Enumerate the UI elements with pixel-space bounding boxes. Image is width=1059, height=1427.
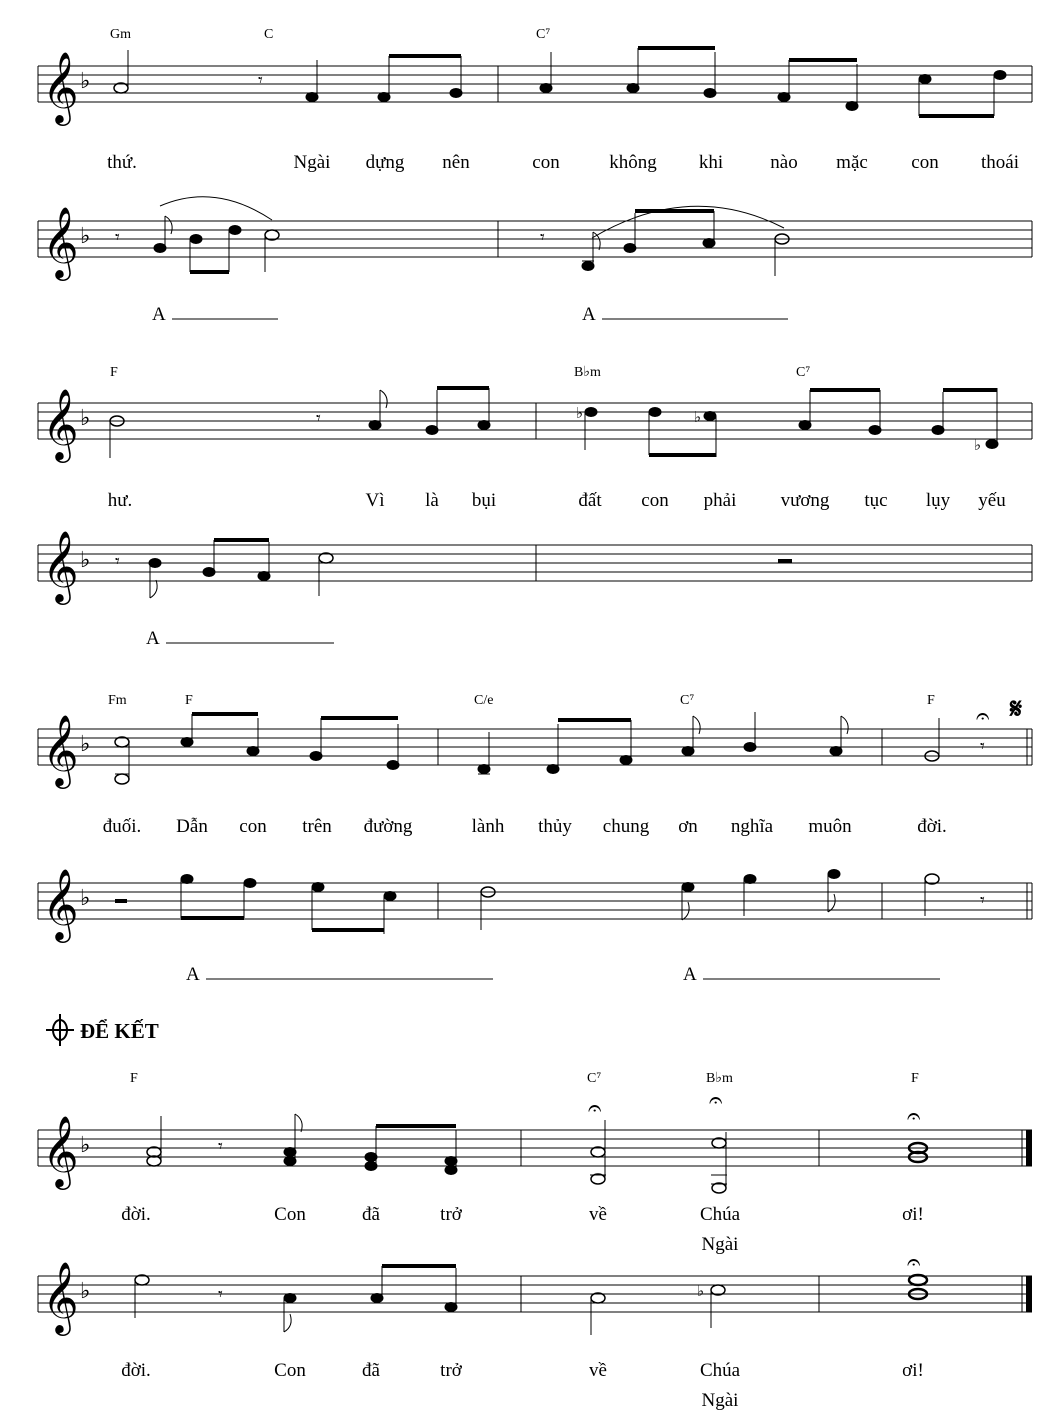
note-head bbox=[229, 226, 241, 235]
flat-accidental-icon: ♭ bbox=[697, 1284, 705, 1300]
note-head bbox=[540, 84, 552, 93]
flag bbox=[682, 902, 689, 920]
lyric-syllable: tục bbox=[864, 490, 888, 511]
upper-staff bbox=[38, 66, 1032, 102]
chord-symbol: C⁷ bbox=[536, 27, 551, 42]
system-2 bbox=[38, 365, 1032, 649]
lyric-syllable: Vì bbox=[365, 490, 385, 511]
note-head bbox=[306, 93, 318, 102]
lyric-syllable: Con bbox=[274, 1204, 306, 1225]
lyric-syllable: đã bbox=[362, 1204, 380, 1225]
lyric-syllable: chung bbox=[602, 816, 650, 837]
flag bbox=[828, 894, 835, 912]
chord-symbol: C/e bbox=[474, 693, 494, 708]
key-signature-flat-icon: ♭ bbox=[80, 405, 91, 430]
note-head bbox=[649, 408, 661, 417]
note-head bbox=[703, 239, 715, 248]
whole-rest-icon bbox=[778, 559, 792, 563]
upper-notes bbox=[147, 1088, 927, 1193]
note-head bbox=[365, 1153, 377, 1162]
system-1 bbox=[38, 27, 1032, 325]
chord-symbol: B♭m bbox=[706, 1071, 733, 1086]
note-head bbox=[828, 870, 840, 879]
lyric-syllable: ơi! bbox=[902, 1204, 924, 1225]
chord-symbols-row bbox=[110, 365, 810, 380]
note-head bbox=[986, 440, 998, 449]
lower-staff bbox=[38, 221, 1032, 257]
key-signature-flat-icon: ♭ bbox=[80, 547, 91, 572]
upper-lyrics-row bbox=[107, 152, 1019, 173]
lyric-syllable: ơn bbox=[678, 816, 698, 837]
eighth-rest-icon: 𝄾 bbox=[218, 1136, 223, 1156]
note-head bbox=[181, 738, 193, 747]
lyric-syllable: Ngài bbox=[701, 1390, 739, 1411]
note-head bbox=[799, 421, 811, 430]
coda-heading bbox=[46, 1014, 159, 1046]
flat-accidental-icon: ♭ bbox=[576, 406, 584, 422]
lyric-syllable: muôn bbox=[808, 816, 852, 837]
note-head bbox=[585, 408, 597, 417]
lyric-syllable: đường bbox=[363, 816, 413, 837]
lyric-syllable: dựng bbox=[365, 152, 405, 173]
chord-symbol: Fm bbox=[108, 693, 127, 708]
note-head bbox=[384, 892, 396, 901]
lower-lyrics-row bbox=[152, 304, 788, 325]
lower-staff bbox=[38, 545, 1032, 581]
note-head bbox=[744, 875, 756, 884]
note-head bbox=[582, 262, 594, 271]
key-signature-flat-icon: ♭ bbox=[80, 731, 91, 756]
beam bbox=[190, 270, 229, 274]
note-head bbox=[994, 71, 1006, 80]
final-barline bbox=[1026, 1276, 1032, 1312]
lyric-syllable: con bbox=[641, 490, 669, 511]
lyric-syllable: A bbox=[146, 628, 160, 649]
lower-notes bbox=[115, 538, 792, 598]
eighth-rest-icon: 𝄾 bbox=[980, 736, 985, 756]
lyric-syllable: nên bbox=[442, 152, 470, 173]
eighth-rest-icon: 𝄾 bbox=[115, 551, 120, 571]
beam bbox=[181, 916, 244, 920]
lower-lyrics-row bbox=[146, 628, 334, 649]
lyric-syllable: về bbox=[589, 1204, 607, 1225]
fermata-icon: 𝄐 bbox=[907, 1104, 921, 1130]
key-signature-flat-icon: ♭ bbox=[80, 68, 91, 93]
lyric-syllable: bụi bbox=[471, 490, 497, 511]
beam bbox=[312, 928, 384, 932]
note-head bbox=[627, 84, 639, 93]
chord-symbol: F bbox=[927, 693, 935, 708]
lyric-syllable: đời. bbox=[917, 816, 947, 837]
lyric-syllable: Ngài bbox=[293, 152, 331, 173]
note-head bbox=[547, 765, 559, 774]
beam bbox=[192, 712, 258, 716]
note-head bbox=[387, 761, 399, 770]
treble-clef-icon: 𝄞 bbox=[42, 533, 79, 601]
beam bbox=[649, 453, 716, 457]
lyric-syllable: về bbox=[589, 1360, 607, 1381]
chord-symbol: Gm bbox=[110, 27, 131, 42]
upper-lyrics-row bbox=[121, 1204, 924, 1255]
lyric-syllable: đã bbox=[362, 1360, 380, 1381]
lyric-syllable: lụy bbox=[925, 490, 951, 511]
note-head bbox=[190, 235, 202, 244]
lower-lyrics-row bbox=[186, 964, 940, 985]
treble-clef-icon: 𝄞 bbox=[42, 391, 79, 459]
lyric-syllable: Ngài bbox=[701, 1234, 739, 1255]
lyric-syllable: A bbox=[186, 964, 200, 985]
lyric-syllable: yếu bbox=[978, 490, 1006, 511]
treble-clef-icon: 𝄞 bbox=[42, 209, 79, 277]
flag bbox=[693, 716, 700, 734]
chord-symbol: C⁷ bbox=[680, 693, 695, 708]
eighth-rest-icon: 𝄾 bbox=[980, 890, 985, 910]
treble-clef-icon: 𝄞 bbox=[42, 871, 79, 939]
note-head bbox=[369, 421, 381, 430]
beam bbox=[810, 388, 880, 392]
note-head bbox=[869, 426, 881, 435]
chord-symbol: B♭m bbox=[574, 365, 601, 380]
note-head bbox=[445, 1166, 457, 1175]
chord-symbols-row bbox=[130, 1071, 919, 1086]
lyric-syllable: thứ. bbox=[107, 152, 137, 173]
note-head bbox=[478, 765, 490, 774]
fermata-icon: 𝄐 bbox=[976, 704, 990, 730]
eighth-rest-icon: 𝄾 bbox=[316, 408, 321, 428]
slur bbox=[160, 197, 272, 220]
beam bbox=[214, 538, 269, 542]
lyric-syllable: con bbox=[911, 152, 939, 173]
beam bbox=[382, 1264, 456, 1268]
beam bbox=[389, 54, 461, 58]
lyric-syllable: thủy bbox=[538, 816, 572, 837]
lyric-syllable: con bbox=[532, 152, 560, 173]
note-head bbox=[620, 756, 632, 765]
lyric-syllable: A bbox=[152, 304, 166, 325]
beam bbox=[943, 388, 997, 392]
flag bbox=[593, 232, 600, 250]
chord-symbols-row bbox=[108, 693, 935, 708]
fermata-icon: 𝄐 bbox=[709, 1088, 723, 1114]
half-rest-icon bbox=[115, 899, 127, 903]
note-head bbox=[115, 774, 129, 784]
flag bbox=[295, 1114, 302, 1132]
coda-title: ĐỂ KẾT bbox=[80, 1019, 159, 1043]
beam bbox=[919, 114, 994, 118]
lyric-syllable: đời. bbox=[121, 1204, 151, 1225]
note-head bbox=[744, 743, 756, 752]
note-head bbox=[682, 747, 694, 756]
beam bbox=[635, 209, 714, 213]
note-head bbox=[258, 572, 270, 581]
note-head bbox=[445, 1157, 457, 1166]
fermata-icon: 𝄐 bbox=[588, 1096, 602, 1122]
lyric-syllable: phải bbox=[703, 490, 737, 511]
lower-notes bbox=[115, 870, 985, 935]
note-head bbox=[846, 102, 858, 111]
beam bbox=[321, 716, 398, 720]
eighth-rest-icon: 𝄾 bbox=[218, 1284, 223, 1304]
lyric-syllable: đuối. bbox=[102, 816, 142, 837]
note-head bbox=[284, 1148, 296, 1157]
chord-symbol: F bbox=[185, 693, 193, 708]
lyric-syllable: trở bbox=[440, 1360, 462, 1381]
treble-clef-icon: 𝄞 bbox=[42, 717, 79, 785]
treble-clef-icon: 𝄞 bbox=[42, 54, 79, 122]
lyric-syllable: thoái bbox=[981, 152, 1019, 173]
treble-clef-icon: 𝄞 bbox=[42, 1264, 79, 1332]
lyric-syllable: A bbox=[683, 964, 697, 985]
flat-accidental-icon: ♭ bbox=[694, 410, 702, 426]
upper-notes bbox=[115, 704, 989, 784]
beam bbox=[376, 1124, 456, 1128]
lyric-syllable: không bbox=[609, 152, 657, 173]
note-head bbox=[181, 875, 193, 884]
flag bbox=[284, 1314, 291, 1332]
note-head bbox=[284, 1294, 296, 1303]
lyric-syllable: Chúa bbox=[699, 1360, 741, 1381]
flag bbox=[841, 716, 848, 734]
note-head bbox=[478, 421, 490, 430]
lyric-syllable: mặc bbox=[836, 152, 868, 173]
lyric-syllable: trên bbox=[302, 816, 332, 837]
note-head bbox=[932, 426, 944, 435]
upper-staff bbox=[38, 729, 1032, 765]
lyric-syllable: nào bbox=[770, 152, 798, 173]
upper-notes bbox=[114, 46, 1006, 118]
beam bbox=[638, 46, 715, 50]
key-signature-flat-icon: ♭ bbox=[80, 1278, 91, 1303]
lyric-syllable: A bbox=[582, 304, 596, 325]
chord-symbol: C⁷ bbox=[796, 365, 811, 380]
note-head bbox=[426, 426, 438, 435]
lyric-syllable: là bbox=[425, 490, 439, 511]
note-head bbox=[445, 1303, 457, 1312]
coda-sign-icon bbox=[46, 1014, 74, 1046]
upper-staff bbox=[38, 403, 1032, 439]
lyric-syllable: đời. bbox=[121, 1360, 151, 1381]
final-barline bbox=[1026, 1130, 1032, 1166]
system-4 bbox=[38, 1071, 1032, 1411]
chord-symbols-row bbox=[110, 27, 550, 42]
lower-lyrics-row bbox=[121, 1360, 924, 1411]
lower-notes bbox=[135, 1250, 927, 1335]
note-head bbox=[778, 93, 790, 102]
key-signature-flat-icon: ♭ bbox=[80, 223, 91, 248]
eighth-rest-icon: 𝄾 bbox=[115, 227, 120, 247]
lyric-syllable: khi bbox=[698, 152, 724, 173]
upper-staff bbox=[38, 1130, 1032, 1166]
note-head bbox=[624, 244, 636, 253]
note-head bbox=[312, 883, 324, 892]
lyric-syllable: trở bbox=[440, 1204, 462, 1225]
note-head bbox=[247, 747, 259, 756]
flag bbox=[150, 580, 157, 598]
note-head bbox=[203, 568, 215, 577]
lyric-syllable: vương bbox=[780, 490, 830, 511]
beam bbox=[789, 58, 857, 62]
lyric-syllable: ơi! bbox=[902, 1360, 924, 1381]
lyric-syllable: Dẫn bbox=[176, 816, 208, 837]
beam bbox=[437, 386, 489, 390]
eighth-rest-icon: 𝄾 bbox=[258, 70, 263, 90]
lower-staff bbox=[38, 883, 1032, 919]
flat-accidental-icon: ♭ bbox=[974, 438, 982, 454]
chord-symbol: C⁷ bbox=[587, 1071, 602, 1086]
lyric-syllable: nghĩa bbox=[730, 816, 774, 837]
note-head bbox=[284, 1157, 296, 1166]
fermata-icon: 𝄐 bbox=[907, 1250, 921, 1276]
system-3 bbox=[38, 693, 1032, 985]
note-head bbox=[154, 244, 166, 253]
treble-clef-icon: 𝄞 bbox=[42, 1118, 79, 1186]
chord-symbol: F bbox=[130, 1071, 138, 1086]
note-head bbox=[310, 752, 322, 761]
note-head bbox=[450, 89, 462, 98]
note-head bbox=[830, 747, 842, 756]
lyric-syllable: lành bbox=[471, 816, 505, 837]
lyric-syllable: con bbox=[239, 816, 267, 837]
note-head bbox=[371, 1294, 383, 1303]
note-head bbox=[704, 89, 716, 98]
note-head bbox=[682, 883, 694, 892]
note-head bbox=[704, 412, 716, 421]
flag bbox=[380, 390, 387, 408]
note-head bbox=[149, 559, 161, 568]
upper-lyrics-row bbox=[108, 490, 1006, 511]
key-signature-flat-icon: ♭ bbox=[80, 885, 91, 910]
note-head bbox=[244, 879, 256, 888]
note-head bbox=[378, 93, 390, 102]
lyric-syllable: Con bbox=[274, 1360, 306, 1381]
key-signature-flat-icon: ♭ bbox=[80, 1132, 91, 1157]
upper-lyrics-row bbox=[103, 816, 947, 837]
lyric-syllable: Chúa bbox=[699, 1204, 741, 1225]
chord-symbol: C bbox=[264, 27, 274, 42]
chord-symbol: F bbox=[911, 1071, 919, 1086]
lyric-syllable: đất bbox=[578, 490, 602, 511]
lower-notes bbox=[115, 197, 789, 276]
flag bbox=[165, 216, 172, 234]
upper-notes bbox=[110, 386, 998, 458]
segno-sign-icon: 𝄋 bbox=[1010, 694, 1023, 725]
lower-staff bbox=[38, 1276, 1032, 1312]
beam bbox=[558, 718, 631, 722]
lyric-syllable: hư. bbox=[107, 490, 133, 511]
eighth-rest-icon: 𝄾 bbox=[540, 227, 545, 247]
note-head bbox=[919, 75, 931, 84]
note-head bbox=[365, 1162, 377, 1171]
chord-symbol: F bbox=[110, 365, 118, 380]
